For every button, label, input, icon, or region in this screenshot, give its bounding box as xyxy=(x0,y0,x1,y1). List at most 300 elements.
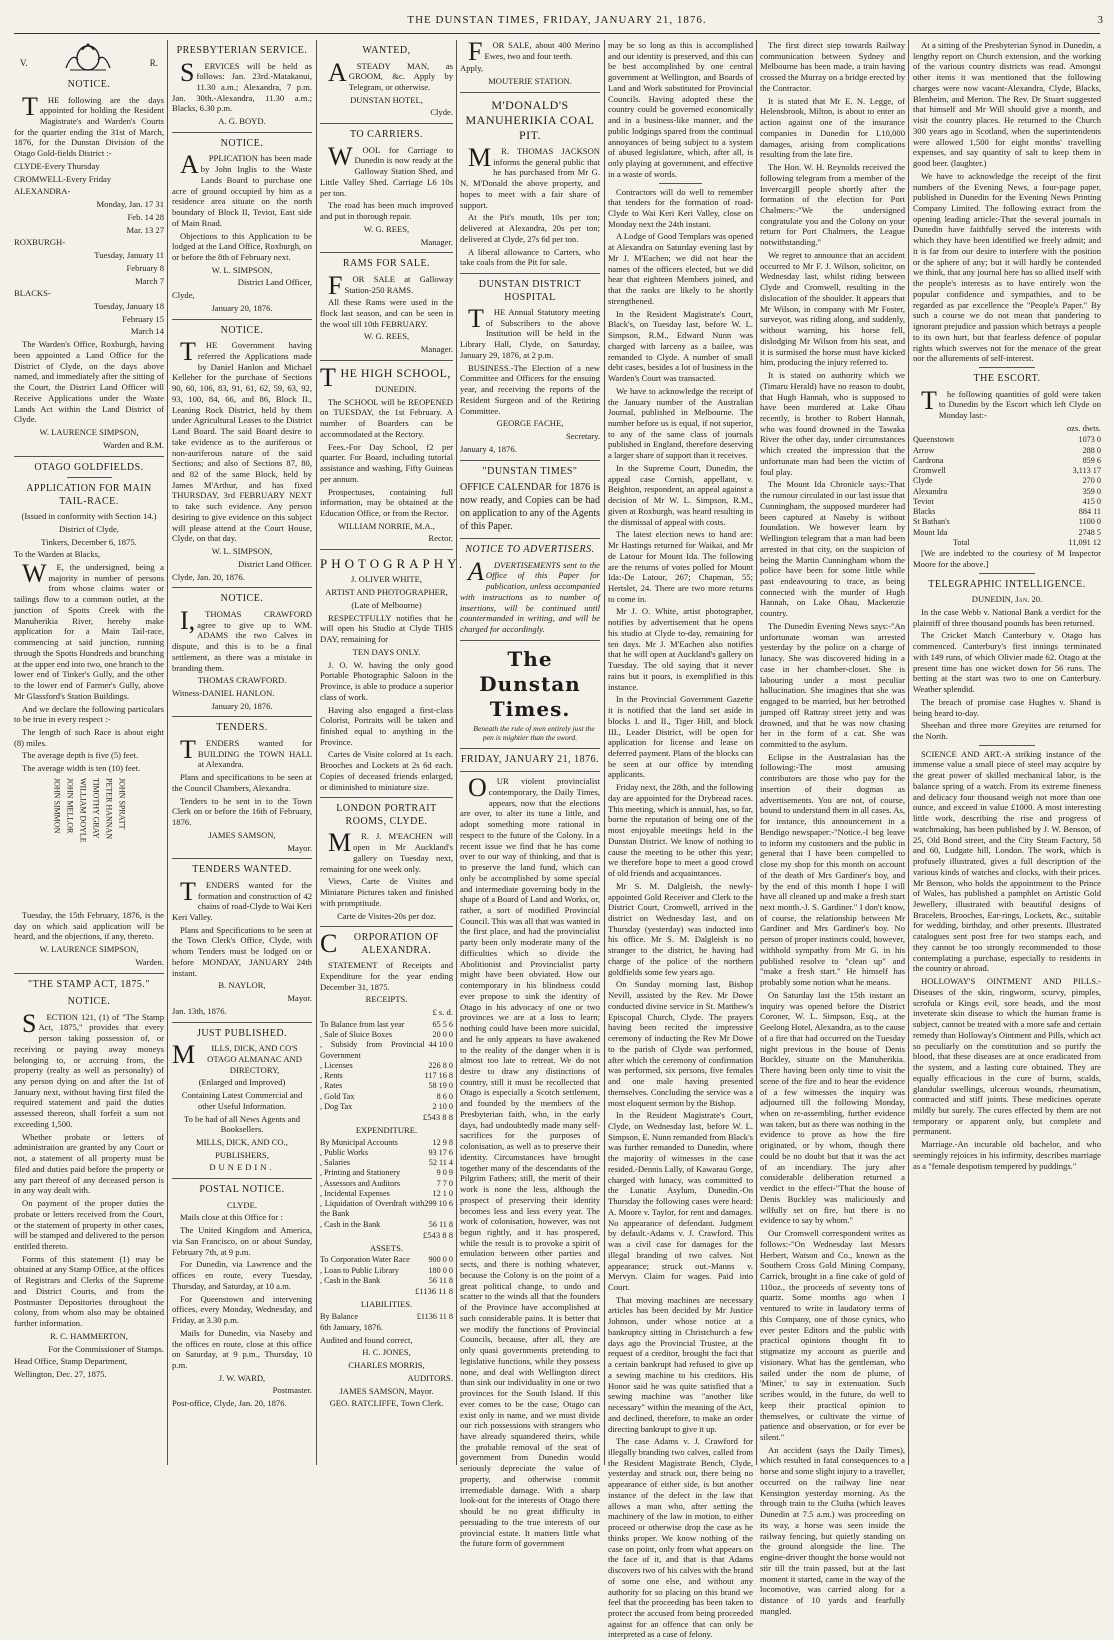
section-divider xyxy=(460,640,600,641)
stamp-for: For the Commissioner of Stamps. xyxy=(48,1343,164,1354)
receipt-row xyxy=(320,1102,453,1112)
rams-text: FOR SALE at Galloway Station-250 RAMS. xyxy=(328,270,453,300)
escort-row-label: Clyde xyxy=(913,476,933,486)
tailrace-body: WE, the undersigned, being a majority in number of persons from whose claims water or tailings flow to a common outlet, at the junction of Spotts Creek with the Manuherikia River, hereby make application for a Main Tail-race, commencing at said junction, running through the Spotts Hundreds and branching at the upper end into two, one branch to the lower end of Tinker's Gully, and the other to the lower end of Farmer's Gully, above Mr Glassford's Station Buildings. xyxy=(14,558,164,701)
almanac-contains: Containing Latest Commercial and other Useful Information. xyxy=(181,1090,303,1111)
royal-arms xyxy=(14,40,164,74)
page-number: 3 xyxy=(1097,14,1104,26)
editorial-date: FRIDAY, JANUARY 21, 1876. xyxy=(460,753,600,765)
cromwell-line: CROMWELL-Every Friday xyxy=(14,173,112,184)
expenditure-row-label: , Printing and Stationery xyxy=(320,1168,401,1178)
portrait-rooms-heading: LONDON PORTRAIT ROOMS, CLYDE. xyxy=(336,803,437,827)
notice-signature: W. L. SIMPSON, xyxy=(211,546,273,557)
auditor-name: CHARLES MORRIS, xyxy=(348,1360,425,1371)
expenditure-row-label: , Incidental Expenses xyxy=(320,1188,390,1198)
news-item: We have to acknowledge the receipt of the January number of the Australian Journal, published in Melbourne. The number before us is equal, if not superior, to any of the same class of journals published in England, therefore deserving a larger share of support than it receives. xyxy=(608,385,753,461)
short-divider xyxy=(979,573,1035,574)
section-divider xyxy=(320,926,453,927)
notice-heading: NOTICE. xyxy=(220,137,264,149)
section-divider xyxy=(460,460,600,461)
hearing-title: Warden. xyxy=(135,956,164,967)
expenditure-heading: EXPENDITURE. xyxy=(355,1124,418,1135)
for-sale-apply: Apply, xyxy=(460,63,484,74)
science-art-item: SCIENCE AND ART.-A striking instance of the immense value a small piece of steel may acquire by the great power of skilled mechanical labor, is the balance spring of a watch. From its extreme fineness and delicacy four thousand weigh not more than one ounce, and exceed in value £1000. A most interesting little work, describing the rise and progress of watchmaking, has been published by J. W. Benson, of 25, Old Bond street, and the City Steam Factory, 58 and 60, Ludgate hill, London. The work, which is profusely illustrated, gives a full description of the various kinds of watches and clocks, with their prices. Mr Benson, who holds the appointment to the Prince of Wales, has published a pamphlet on Artistic Gold Jewellery, illustrated with beautiful designs of Bracelets, Brooches, Ear-rings, Lockets, &c., suitable for wedding, birthday, and other presents. Illustrated catalogues sent post free for two stamps each, and they cannot be too strongly recommended to those contemplating a purchase, especially to residents in the country or abroad. xyxy=(913,748,1101,974)
expenditure-row-label: By Municipal Accounts xyxy=(320,1137,398,1147)
notice-office: District Land Officer. xyxy=(237,558,312,569)
escort-row-label: Arrow xyxy=(913,445,935,455)
carriers-heading: TO CARRIERS. xyxy=(349,129,424,141)
news-item: Friday next, the 28th, and the following day are appointed for the Drybread races. This meeting, which is annual, has, so far, borne the reputation of being one of the most enjoyable meetings held in the Dunstan District. We know of nothing to cause the meeting to be other this year; we therefore hope to meet a good crowd of old friends and acquaintances. xyxy=(608,782,753,879)
asset-row-label: To Corporation Water Race xyxy=(320,1255,410,1265)
signature-name: JOHN MELLOR xyxy=(65,777,75,834)
masthead-rule xyxy=(14,33,1100,34)
expenditure-row xyxy=(320,1158,453,1168)
stamp-notice-heading: NOTICE. xyxy=(67,996,111,1008)
corporation-statement: STATEMENT of Receipts and Expenditure for the year ending December 31, 1875. xyxy=(320,960,453,992)
alexandra-date: Mar. 13 27 xyxy=(126,224,164,235)
expenditure-row-value: 52 11 4 xyxy=(428,1158,453,1168)
receipt-row xyxy=(320,1081,453,1091)
expenditure-row xyxy=(320,1138,453,1148)
escort-intro: The following quantities of gold were taken to Dunedin by the Escort which left Clyde on Monday last:- xyxy=(921,385,1101,420)
telegraphic-item: In the case Webb v. National Bank a verdict for the plaintiff of three thousand pounds has been returned. xyxy=(913,606,1101,628)
news-item: A Lodge of Good Templars was opened at Alexandra on Saturday evening last by Mr J. M'Eachen; we did not hear the names of the officers elected, but we did hear that eighteen Members joined, and that the ranks are likely to be shortly strengthened. xyxy=(608,231,753,306)
roxburgh-line: ROXBURGH- xyxy=(14,237,66,248)
warden-title: Warden and R.M. xyxy=(103,439,164,450)
tenders-signature: B. NAYLOR, xyxy=(218,980,266,991)
liability-row xyxy=(320,1312,453,1322)
section-divider xyxy=(320,797,453,798)
stamp-office: Head Office, Stamp Department, xyxy=(14,1356,128,1367)
photographer-role: ARTIST AND PHOTOGRAPHER, xyxy=(325,587,448,598)
high-school-text: Fees.-For Day School, f2 per quarter. For Board, including tutorial assistance and washing, Fifty Guineas per annum. xyxy=(320,441,453,484)
court-days-text: THE following are the days appointed for holding the Resident Magistrate's and Warden's Courts for the quarter ending the 31st of March, 1876, for the Dunstan Division of the Otago Gold-fields District :- xyxy=(14,91,164,159)
news-item: Mr S. M. Dalgleish, the newly-appointed Gold Receiver and Clerk to the District Court, Cromwell, arrived in the district on Wednesday last, and on Thursday (yesterday) was inducted into his office. Mr S. M. Dalgleish is no stranger to the district, he having had charge of the police of the northern goldfields some few years ago. xyxy=(608,880,753,977)
presbyterian-signature: A. G. BOYD. xyxy=(218,116,266,127)
escort-row xyxy=(913,528,1101,538)
length-text: The length of such Race is about eight (8) miles. xyxy=(14,726,164,748)
stamp-date: Wellington, Dec. 27, 1875. xyxy=(14,1369,107,1380)
short-divider xyxy=(979,745,1035,746)
holloway-item: HOLLOWAY'S OINTMENT AND PILLS.-Diseases of the skin, ringworm, scurvy, pimples, scrofula or Kings evil, sore heads, and the most inveterate skin disease to which the human frame is subject, cannot be treated with a more safe and certain remedy than Holloway's Ointment and Pills, which act so peculiarly on the constitution and so purify the blood, that these diseases are at once eradicated from the system, and a lasting cure obtained. They are equally efficacious in the cure of burns, scalds, glandular swellings, ulcerous wounds, rheumatism, contracted and stiff joints. These medicines operate mildly but surely. The cures effected by them are not temporary or apparent only, but complete and permanent. xyxy=(913,976,1101,1137)
section-divider xyxy=(14,973,164,974)
column-rule xyxy=(908,40,909,1465)
column-3 xyxy=(320,40,467,1470)
signature-name: TIMOTHY GRAY xyxy=(91,777,101,839)
asset-row xyxy=(320,1276,453,1286)
news-item: It is stated on authority which we (Timaru Herald) have no reason to doubt, that Hugh Hannah, who is supposed to have been murdered at Lake Ohau recently, is brother to Robert Hannah, who was found drowned in the Tawaka River the other day, under circumstances which created the impression that the unfortunate man had been the victim of foul play. xyxy=(760,370,905,477)
tailrace-subtitle: (Issued in conformity with Section 14.) xyxy=(21,511,157,522)
escort-total-row xyxy=(913,538,1101,548)
paper-motto: Beneath the rule of men entirely just the pen is mightier than the sword. xyxy=(473,723,595,743)
postal-title: Postmaster. xyxy=(272,1385,312,1396)
notice-date: Clyde, Jan. 20, 1876. xyxy=(172,571,245,582)
asset-row-value: 180 0 0 xyxy=(428,1265,453,1275)
notice-text: Objections to this Application to be lodged at the Land Office, Roxburgh, on or before the 8th of February next. xyxy=(172,230,312,263)
auditors-label: AUDITORS. xyxy=(407,1372,453,1383)
tenders-date: Jan. 13th, 1876. xyxy=(172,1005,227,1016)
notice-text: THE Government having referred the Applications made by Daniel Hanlon and Michael Kelleher for the purchase of Sections 90, 60, 106, 83, 91, 61, 62, 59, 63, 92, 93, 100, 84, 66, and 86, Block II., Leaning Rock District, held by them under Agricultural Leases to the District Land Board. The said Board desire to take evidence as to the auriferous or non-auriferous nature of the said Sections; and also of Sections 87, 80, and 82 of the same Block, held by James M'Arthur, and has fixed THURSDAY, 3rd FEBRUARY NEXT to take such evidence. Any person desiring to give evidence on this subject will please attend at the Court House, Clyde, on that day. xyxy=(172,337,312,544)
signature-name: PETER HANNAN xyxy=(104,777,114,840)
hospital-title: Secretary. xyxy=(565,431,600,442)
news-item: The Dunedin Evening News says:-"An unfortunate woman was arrested yesterday by the police on a charge of lunacy. She was discovered hiding in a case in her chamber-closet. She is labouring under a most peculiar hallucination. She imagines that she was engaged to be married, but her betrothed jumped off Rattray street jetty and was drowned, and that he was now chasing her in the form of a cat. She was committed to the asylum. xyxy=(760,620,905,749)
currency-header: £ s. d. xyxy=(432,1007,453,1018)
news-item: On Saturday last the 15th instant an inquiry was opened before the District Coroner, W. L. Simpson, Esq., at the Geelong Hotel, Alexandra, as to the cause of a fire that had occurred on the Tuesday night previous in the house of Denis Buckley, situate on the Manuherikia. There having been only time to visit the scene of the fire and to hear the evidence of a few witnesses the inquiry was adjourned till the following Monday, when on re-assembling, further evidence was taken, but as there was nothing in the evidence to prove as how the fire originated, or by whom, though there could be no doubt but that it was the act of an incendiary. The jury after considerable deliberation returned a verdict to the effect-"That the house of Denis Buckley was maliciously and wilfully set on fire, but there is no evidence to say by whom." xyxy=(760,989,905,1226)
expenditure-row xyxy=(320,1148,453,1158)
receipts-total: £543 8 8 xyxy=(422,1112,453,1123)
wanted-firm: DUNSTAN HOTEL, xyxy=(350,94,423,105)
carriers-title: Manager. xyxy=(420,236,453,247)
news-item: In the Provincial Government Gazette it is notified that the land set aside in blocks I. and II., Tiger Hill, and block III., Leader District, will be open for application for license and lease on deferred payment. Plans of the blocks can be seen at our office by intending applicants. xyxy=(608,694,753,780)
coal-pit-heading: M'DONALD'S MANUHERIKIA COAL PIT. xyxy=(465,97,595,142)
escort-row-value: 1073 0 xyxy=(1078,435,1101,445)
receipt-row-label: , Sale of Sluice Boxes xyxy=(320,1030,393,1040)
calendar-heading: "DUNSTAN TIMES" xyxy=(482,465,578,477)
postal-text: For Queenstown and intervening offices, every Monday, Wednesday, and Friday, at 3.30 p.m. xyxy=(172,1293,312,1326)
stamp-text: SECTION 121, (1) of "The Stamp Act, 1875," provides that every person taking possession of, or receiving or paying away moneys belonging to, or accruing from, the property (realty as well as personalty) of any person dying on and after the 1st of January next, without having first filed the required statement and paid the duties assessed thereon, shall forfeit a sum not exceeding 1,500. xyxy=(14,1008,164,1129)
receipt-row-value: 20 0 0 xyxy=(432,1030,453,1040)
expenditure-row-value: 7 7 0 xyxy=(436,1178,453,1188)
masthead xyxy=(0,14,1114,30)
news-item: The Hon. W. H. Reynolds received the following telegram from a member of the Invercargill people shortly after the formation of the election for Port Chalmers:-"We the undersigned congratulate you and the Colony on your return for Port Chalmers, the League notwithstanding." xyxy=(760,162,905,248)
column-rule xyxy=(456,40,457,1465)
asset-row-value: 56 11 8 xyxy=(428,1275,453,1285)
tenders-text: Plans and Specifications to be seen at the Town Clerk's Office, Clyde, with whom Tenders must be lodged on or before MONDAY, JANUARY 24th instant. xyxy=(172,924,312,978)
corporation-heading: CORPORATION OF ALEXANDRA. xyxy=(320,929,439,959)
rams-heading: RAMS FOR SALE. xyxy=(342,258,431,270)
wanted-heading: WANTED, xyxy=(362,45,411,56)
escort-row xyxy=(913,487,1101,497)
almanac-publishers: PUBLISHERS, xyxy=(215,1149,269,1160)
receipts-table xyxy=(320,1020,453,1112)
section-divider xyxy=(172,132,312,133)
receipt-row-label: , Licenses xyxy=(320,1060,353,1070)
rams-title: Manager. xyxy=(420,344,453,355)
stamp-text: On payment of the proper duties the probate or letters received from the Court, or the statement of property in other cases, will be stamped and delivered to the person entitled thereto. xyxy=(14,1198,164,1252)
expenditure-row xyxy=(320,1179,453,1189)
signature-name: JOHN SPRATT xyxy=(117,777,127,830)
section-divider xyxy=(320,360,453,361)
postal-text: Mails for Dunedin, via Naseby and the offices en route, close at this office on Saturday, at 9 p.m., Thursday, 10 p.m. xyxy=(172,1327,312,1370)
alexandra-date: Feb. 14 28 xyxy=(127,211,164,222)
signatures-block xyxy=(14,778,164,906)
portrait-rooms-text: MR. J. M'EACHEN will open in Mr Auckland's gallery on Tuesday next, remaining for one week only. xyxy=(320,828,453,874)
expenditure-total: £543 8 8 xyxy=(422,1229,453,1240)
escort-total-label: Total xyxy=(953,537,970,547)
tenders-signature: JAMES SAMSON, xyxy=(208,829,276,840)
receipts-heading: RECEIPTS. xyxy=(365,994,408,1005)
blacks-date: February 15 xyxy=(122,313,164,324)
receipt-row xyxy=(320,1020,453,1030)
liabilities-heading: LIABILITIES. xyxy=(360,1298,413,1309)
expenditure-row-value: 12 1 0 xyxy=(432,1188,453,1198)
receipt-row-value: 117 16 8 xyxy=(424,1071,453,1081)
masthead-title: THE DUNSTAN TIMES, FRIDAY, JANUARY 21, 1876. xyxy=(407,14,707,26)
expenditure-row-label: , Salaries xyxy=(320,1158,351,1168)
expenditure-row-value: 93 17 6 xyxy=(428,1147,453,1157)
assets-table xyxy=(320,1255,453,1286)
telegraphic-item: The Cricket Match Canterbury v. Otago has commenced. Canterbury's first innings terminated with 149 runs, of which Olivier made 62. Otago at the present time has one wicket down for 56 runs. The betting at the start was two to one on Canterbury. Weather splendid. xyxy=(913,630,1101,695)
rams-text: All these Rams were used in the flock last season, and can be seen in the wool till 10th FEBRUARY. xyxy=(320,297,453,329)
corporation-clerk: GEO. RATCLIFFE, Town Clerk. xyxy=(329,1398,444,1409)
notice-heading: NOTICE. xyxy=(220,324,264,336)
escort-row-value: 270 0 xyxy=(1082,476,1101,486)
tenders-text: TENDERS wanted for BUILDING the TOWN HALL at Alexandra. xyxy=(180,734,312,770)
news-item: Mr J. O. White, artist photographer, notifies by advertisement that he opens his studio at Clyde to-day, remaining for ten days. Mr J. M'Eachen also notifies that he will open at Auckland's gallery on Tuesday. The old saying that it never rains but it pours, is exemplified in this instance. xyxy=(608,606,753,692)
escort-row xyxy=(913,507,1101,517)
stamp-text: Whether probate or letters of administration are granted by any Court or not, a statement of all property must be filed and duties paid before the property or any part thereof of any deceased person is in any way dealt with. xyxy=(14,1131,164,1196)
warden-signature: W. LAURENCE SIMPSON, xyxy=(39,427,139,438)
escort-row xyxy=(913,476,1101,486)
almanac-available: To be had of all News Agents and Booksellers. xyxy=(183,1113,301,1135)
postal-place: CLYDE. xyxy=(227,1199,257,1210)
signature-name: WILLIAM DOYLE xyxy=(78,777,88,843)
tenders-heading: TENDERS. xyxy=(216,722,268,734)
expenditure-row-value: 9 0 9 xyxy=(436,1168,453,1178)
section-divider xyxy=(460,538,600,539)
column-rule xyxy=(316,40,317,1465)
escort-row-value: 859 6 xyxy=(1082,455,1101,465)
roxburgh-date: March 7 xyxy=(135,275,164,286)
escort-row-value: 1100 0 xyxy=(1078,517,1101,527)
corporation-date: 6th January, 1876. xyxy=(320,1321,383,1332)
hospital-text: BUSINESS.-The Election of a new Committee and Officers for the ensuing year, and receiving the reports of the Resident Surgeon and of the Retiring Committee. xyxy=(460,362,600,416)
news-item: In the Resident Magistrate's Court, Black's, on Tuesday last, before W. L. Simpson, R.M., Edward Nunn was charged with larceny as a bailee, was remanded to Clyde. A number of small debt cases, besides a lot of business in the Warden's Court was transacted. xyxy=(608,308,753,384)
tenders-text: Plans and specifications to be seen at the Council Chambers, Alexandra. xyxy=(172,772,312,793)
short-divider xyxy=(659,183,703,184)
section-divider xyxy=(172,1022,312,1023)
expenditure-row xyxy=(320,1220,453,1230)
carriers-signature: W. G. REES, xyxy=(363,223,410,234)
postal-text: Mails close at this Office for : xyxy=(180,1212,283,1223)
expenditure-row-label: , Public Works xyxy=(320,1147,369,1157)
district-line: District of Clyde, xyxy=(59,523,119,534)
column-1 xyxy=(14,40,164,1470)
high-school-city: DUNEDIN. xyxy=(375,383,417,394)
almanac-firm: MILLS, DICK, AND CO., xyxy=(196,1136,288,1147)
section-divider xyxy=(14,456,164,457)
escort-row xyxy=(913,435,1101,445)
wanted-text: ASTEADY MAN, as GROOM, &c. Apply by Telegram, or otherwise. xyxy=(328,57,453,92)
expenditure-row xyxy=(320,1199,453,1220)
stamp-text: Forms of this statement (1) may be obtained at any Stamp Office, at the offices of Registrars and Clerks of the Supreme and District Courts, and from the Postmaster Depositories throughout the colony, from whom also may be obtained further information. xyxy=(14,1253,164,1329)
receipt-row xyxy=(320,1092,453,1102)
section-divider xyxy=(172,858,312,859)
receipt-row-value: 58 19 0 xyxy=(428,1081,453,1091)
expenditure-row-label: , Cash in the Bank xyxy=(320,1219,381,1229)
expenditure-table xyxy=(320,1138,453,1230)
assets-total: £1136 11 8 xyxy=(414,1286,453,1297)
tenders-text: Tenders to be sent in to the Town Clerk on or before the 16th of February, 1876. xyxy=(172,795,312,828)
receipt-row-label: , Rents xyxy=(320,1071,343,1081)
declare-text: And we declare the following particulars to be true in every respect :- xyxy=(14,703,164,725)
escort-row-value: 2748 5 xyxy=(1078,527,1101,537)
almanac-city: DUNEDIN. xyxy=(209,1162,275,1173)
corporation-mayor: JAMES SAMSON, Mayor. xyxy=(339,1385,434,1396)
news-item: Contractors will do well to remember that tenders for the formation of road-Clyde to Wai Keri Keri Valley, close on Monday next the 24th instant. xyxy=(608,186,753,229)
auditor-name: H. C. JONES, xyxy=(362,1347,411,1358)
for-sale-firm: MOUTERIE STATION. xyxy=(488,76,572,87)
assets-heading: ASSETS. xyxy=(369,1242,404,1253)
high-school-signature: WILLIAM NORRIE, M.A., xyxy=(338,520,435,531)
alexandra-date: Monday, Jan. 17 31 xyxy=(96,199,164,210)
section-divider xyxy=(460,273,600,274)
news-item: We have to acknowledge the receipt of the first numbers of the Evening News, a four-page paper, published in Dunedin for the Evening News Printing Company Limited. The following extract from the opening leading article:-That the several journals in Dunedin have faithfully served the interests with which they have been identified we freely admit; and it is far from our desire to interfere with the position or the sphere of any; but it will hardly be contended we think, that any journal here has so allied itself with the people's interests as to have entirely won the popular confidence and sympathies, and to be regarded as par excellence the "People's Paper." By such a course we do not mean that pandering to ignorant prejudice and passion which betrays a people to its own hurt, but that fearless defence of popular rights which swerves not for the menace of the great nor the allurements of self-interest. xyxy=(913,170,1101,364)
royal-letter-v: V. xyxy=(20,58,28,68)
carriers-text: WOOL for Carriage to Dunedin is now ready at the Galloway Station Shed, and Little Valley Shed. Carriage L6 10s per ton. xyxy=(320,141,453,198)
receipt-row-label: , Dog Tax xyxy=(320,1101,353,1111)
advertisers-text: ADVERTISEMENTS sent to the Office of this Paper for publication, unless accompanied with instructions as to number of insertions, will be continued until countermanded in writing, and will be charged for accordingly. xyxy=(460,556,600,634)
section-divider xyxy=(320,549,453,550)
corporation-audited: Audited and found correct, xyxy=(320,1334,413,1345)
receipt-row-value: 2 10 0 xyxy=(432,1101,453,1111)
escort-row xyxy=(913,517,1101,527)
notice-heading: NOTICE. xyxy=(220,593,264,605)
notice-date: January 20, 1876. xyxy=(211,700,273,711)
escort-row xyxy=(913,456,1101,466)
section-divider xyxy=(172,587,312,588)
escort-total-value: 11,091 12 xyxy=(1068,537,1101,547)
news-item: Our Cromwell correspondent writes as follows:-"On Wednesday last Messrs Herbert, Watson and Co., known as the Southern Cross Gold Mining Company, Carrick, brought in a fine cake of gold of 110oz., the proceeds of seventy tons of quartz. Some months ago when I ventured to write in laudatory terms of this Company, one of those cynics, who ever pester Editors and the public with practical opinions thought fit to stigmatize my account as puerile and visionary. What has the gentleman, who sailed under the nom de plume, of 'Miner,' to say in extenuation. Such scribes would, in the future, do well to keep their practical opinion to themselves, or cultivate the virtue of patience and observation, or for ever be silent." xyxy=(760,1228,905,1442)
news-item: The Mount Ida Chronicle says:-That the rumour circulated in our last issue that Cunningham, the supposed murderer had been captured at Naseby is without foundation. We however learn by Wellington telegram that a man had been arrested in that city, on the suspicion of being the Martin Cunningham whom the police have been for some little while past endeavouring to trace, as being connected with the murder of Hugh Hannah, on Lake Ohau, Mackenzie country. xyxy=(760,479,905,619)
receipt-row xyxy=(320,1061,453,1071)
liability-row-label: By Balance xyxy=(320,1311,358,1321)
news-item: On Sunday morning last, Bishop Nevill, assisted by the Rev. Mr Dowe conducted divine service in St. Matthew's Episcopal Church, Clyde. The prayers having been recited the impressive ceremony of inducting the Rev Mr Dowe to the parish of Clyde was performed, after which the ceremony of confirmation was performed, six persons, five females and one male having presented themselves. Concluding the service was a most eloquent sermon by the Bishop. xyxy=(608,979,753,1108)
news-item: The latest election news to hand are: Mr Hastings returned for Waikai, and Mr de Latour for Mount Ida. The following are the returns of votes polled for Mount Ida:-De Latour, 267; Chapman, 55; Hertslet, 24. There are two more returns to come in. xyxy=(608,529,753,604)
receipt-row xyxy=(320,1040,453,1061)
royal-letter-r: R. xyxy=(149,58,158,68)
portrait-rooms-text: Views, Carte de Visites and Miniature Pictures taken and finished with promptitude. xyxy=(320,876,453,908)
tenders-wanted-heading: TENDERS WANTED. xyxy=(192,864,292,876)
escort-row-label: St Bathan's xyxy=(913,517,950,527)
goldfields-heading: OTAGO GOLDFIELDS. xyxy=(34,461,144,473)
news-item: The first direct step towards Railway communication between Sydney and Melbourne has been made, a train having crossed the Murray on a bridge erected by the Contractor. xyxy=(760,40,905,93)
escort-row-label: Blacks xyxy=(913,507,936,517)
notice-signature: W. L. SIMPSON, xyxy=(211,264,273,275)
presbyterian-text: SERVICES will be held as follows: Jan. 23rd.-Matakanui, 11.30 a.m.; Alexandra, 7 p.m. Jan. 30th.-Alexandra, 11.30 a.m.; Blacks, 6.30 p.m. xyxy=(172,57,312,114)
coal-pit-text: MR. THOMAS JACKSON informs the general public that he has purchased from Mr G. N. M'Donald the above property, and hopes to meet with a fair share of support. xyxy=(460,142,600,210)
hospital-date: January 4, 1876. xyxy=(460,443,517,454)
tailrace-heading: APPLICATION FOR MAIN TAIL-RACE. xyxy=(26,483,152,507)
coal-pit-text: At the Pit's mouth, 10s per ton; delivered at Alexandra, 20s per ton; delivered at Clyde, 27s 6d per ton. xyxy=(460,212,600,244)
photography-text: Having also engaged a first-class Colorist, Portraits will be taken and finished equal to anything in the Province. xyxy=(320,704,453,747)
expenditure-row-value: 12 9 8 xyxy=(432,1137,453,1147)
photographer-name: J. OLIVER WHITE, xyxy=(351,574,422,585)
high-school-text: The SCHOOL will be REOPENED on TUESDAY, the 1st February. A number of Boarders can be accommodated at the Rectory. xyxy=(320,396,453,439)
expenditure-row-value: 56 11 8 xyxy=(428,1219,453,1229)
receipt-row-label: , Rates xyxy=(320,1081,343,1091)
almanac-title: MILLS, DICK, AND CO'S OTAGO ALMANAC AND DIRECTORY, xyxy=(172,1040,302,1075)
postal-date: Post-office, Clyde, Jan. 20, 1876. xyxy=(172,1398,287,1409)
stamp-act-heading: "THE STAMP ACT, 1875." xyxy=(28,978,150,990)
high-school-title: Rector. xyxy=(428,533,453,544)
roxburgh-date: February 8 xyxy=(126,262,164,273)
hearing-text: Tuesday, the 15th February, 1876, is the day on which said application will be heard, and the objections, if any, thereto. xyxy=(14,909,164,942)
short-divider xyxy=(67,477,112,478)
receipt-row-value: 65 5 6 xyxy=(432,1019,453,1029)
escort-row-value: 359 0 xyxy=(1082,486,1101,496)
escort-units: ozs. dwts. xyxy=(1066,422,1101,433)
notice-office: District Land Officer, xyxy=(237,277,312,288)
marriage-item: Marriage.-An incurable old bachelor, and who seemingly rejoices in his infirmity, describes marriage as a "female despotism tempered by puddings." xyxy=(913,1139,1101,1171)
photography-heading: PHOTOGRAPHY. xyxy=(320,556,467,572)
clyde-line: CLYDE-Every Thursday xyxy=(14,160,100,171)
postal-text: The United Kingdom and America, via San Francisco, on or about Sunday, February 7th, at 9 p.m. xyxy=(172,1225,312,1257)
section-divider xyxy=(460,92,600,93)
editorial-text: may be so long as this is accomplished and our identity is preserved, and this can be best accomplished by one central government at Wellington, and Boards of Land and Work substituted for Provincial Councils. Having adopted these the country could be governed economically and in a business-like manner, and the public lodgings spared from the continual annoyances of being subject to a system of abused legislature, which, after all, is only playing at government, and effective in a waste of words. xyxy=(608,40,753,179)
hospital-text: THE Annual Statutory meeting of Subscribers to the above Institution will be held in the Library Hall, Clyde, on Saturday, January 29, 1876, at 2 p.m. xyxy=(460,304,600,360)
telegraphic-item: Sheehan and three more Greyites are returned for the North. xyxy=(913,720,1101,741)
expenditure-row xyxy=(320,1168,453,1178)
expenditure-row xyxy=(320,1189,453,1199)
section-divider xyxy=(172,1178,312,1179)
news-item: The case Adams v. J. Crawford for illegally branding two calves, called from the Resident Magistrate Bench, Clyde, yesterday and struck out, there being no appearance of either side, is but another instance of the defect in the law that allows a man who, after setting the machinery of the law in motion, to either proceed or otherwise drop the case as he thinks proper. We know nothing of the case on point, only from what appears on the face of it, and that is that Adams discovers two of his calves with the brand of some one else, and without any authority for so placing on this brand we feel that the proceeding has been taken to protect the accused from being proceeded against for an offence that can only be interpreted as a case of felony. xyxy=(608,1436,753,1640)
tenders-mayor: Mayor. xyxy=(287,842,312,853)
hearing-signature: W. LAURENCE SIMPSON, xyxy=(39,944,139,955)
warden-office-text: The Warden's Office, Roxburgh, having been appointed a Land Office for the District of Clyde, on the days above named, and immediately after the sitting of the Court, the District Land Officer will Receive Applications under the Waste Lands Act within the Land District of Clyde. xyxy=(14,339,164,425)
signature-name: JOHN SIMMON xyxy=(52,777,62,834)
crest-icon xyxy=(58,40,118,72)
column-7 xyxy=(913,40,1101,1470)
to-warden: To the Warden at Blacks, xyxy=(14,549,101,560)
news-item: Eclipse in the Australasian has the following:-The most amusing contributors are those who pay for the insertion of their dogmas as advertisements. You are not, of course, bound to understand them in all cases. As, for instance, this announcement in a Bendigo newspaper:-"Notice.-I beg leave to inform my customers and the public in general that I have been compelled to close my shop for this month on account of the death of Mrs Gardiner's boy, and by the end of this month I hope I will have all cleaned up and make a fresh start next month.-J. S. Gardiner." I don't know, of course, the relationship between Mr Gardiner and Mrs Gardiner's boy. No person of proper instincts could, however, withhold sympathy from Mr G. in his published resolve to "clean up" and "make a fresh start." He himself has probably some notion what he means. xyxy=(760,751,905,988)
high-school-heading: THE HIGH SCHOOL, xyxy=(320,362,451,392)
escort-row-label: Mount Ida xyxy=(913,527,948,537)
notice-text: APPLICATION has been made by John Inglis to the Waste Lands Board to purchase one acre of ground occupied by him as a residence area situate on the north boundary of Block II, Teviot, East side of Main Road. xyxy=(172,150,312,228)
carriers-text: The road has been much improved and put in thorough repair. xyxy=(320,200,453,222)
roxburgh-date: Tuesday, January 11 xyxy=(94,250,164,261)
receipt-row-label: , Gold Tax xyxy=(320,1091,355,1101)
alexandra-line: ALEXANDRA- xyxy=(14,186,71,197)
section-divider xyxy=(460,771,600,772)
editorial-text: OUR violent provincialist contemporary, the Daily Times, appears, now that the elections are over, to alter its tune a little, and adopt something more rational in respect to the future of the Colony. In a recent issue we find that he has come over to our way of thinking, and that is to preserve the land fund, which can only be accomplished by some special and intermediate governing body in the shape of a Board of Land and Works, or, rather, a sort of modified Provincial Council. This was all that was wanted in the first place, and had the provincialist party been only moderate many of the difficulties which so divide the Abolitionist and Provincialist party might have been obviated. How our contemporary in his blindness could ever propose to sink the identity of Otago in his advocacy of one or two provinces we are at a loss to learn; nothing could have been more suicidal, and he only appears to have awakened to the reality of the danger when it is almost too late to retreat. We do not desire to draw any distinctions of country, still it must be recollected that Otago is especially a Scotch settlement, and founded by the members of the Presbyterian faith, who, in the early days, had undoubtedly made many self-sacrifices for the purposes of colonisation, as well as to preserve their identity. Circumstances have brought together many of the descendants of the Pilgrim Fathers; still, the merit of their work is none the less, although the prospect of preserving their identity becomes less and less every year. The work of colonisation, however, was not begun rightly, and it has prospered, while the result is to provoke a spirit of emulation between other parties and sects, and there is nothing whatever, because the Colony is on the point of a great political change, to undo and scatter to the winds all that the founders of the Province have accomplished at such considerable pains. It is better that we modify the functions of Provincial Councils, because, after all, they are only quasi governments pretending to legislative functions, while they possess none, and deal with Wellington direct than sink our individuality in one or two provinces for the South Island. If this ever comes to be the case, Otago can exist only in name, and we must divide our rich possessions with strangers who have already squandered theirs, while the probable removal of the seat of government from Dunedin would seriously depreciate the value of property, and otherwise commit irremediable damage. With a sharp look-out for the interests of Otago there should be no great difficulty in persuading to the true interests of our provincial estate. It matters little what the future form of government xyxy=(460,773,600,1549)
telegraphic-heading: TELEGRAPHIC INTELLIGENCE. xyxy=(928,578,1086,590)
almanac-sub: (Enlarged and Improved) xyxy=(198,1077,286,1088)
escort-row-label: Queenstown xyxy=(913,435,954,445)
notice-date: January 20, 1876. xyxy=(211,302,273,313)
receipt-row-label: To Balance from last year xyxy=(320,1019,405,1029)
liability-row-value: £1136 11 8 xyxy=(416,1311,453,1321)
column-6 xyxy=(760,40,905,1616)
asset-row-label: , Loan to Public Library xyxy=(320,1265,399,1275)
receipt-row-value: 226 8 0 xyxy=(428,1060,453,1070)
notice-place: Clyde, xyxy=(172,290,195,301)
news-item: An accident (says the Daily Times), which resulted in fatal consequences to a horse and some slight injury to a traveller, occurred on the railway line near Kensington yesterday morning. As the through train to the Clutha (which leaves Dunedin at 7.5 a.m.) was proceeding on its way, a horse was seen inside the railway fencing, but quietly standing on the ground alongside the line. The engine-driver thought the horse would not stir till the train passed, but at the last moment it started, came in the way of the locomotive, was carried along for a distance of 10 yards and fearfully mangled. xyxy=(760,1444,905,1616)
column-5 xyxy=(608,40,753,1640)
asset-row-value: 900 0 0 xyxy=(428,1255,453,1265)
news-item: In the Resident Magistrate's Court, Clyde, on Wednesday last, before W. L. Simpson, E. Nunn remanded from Black's was further remanded to Dunedin, where the majority of witnesses in the case resided.-Dennis Lally, of Kawarau Gorge, charged with lunacy, was committed to the Lunatic Asylum, Dunedin.-On Thursday the following cases were heard: A. Moore v. Taylor, for rent and damages. No appearance of defendant. Judgment by default.-Adams v. J. Crawford. This was a civil case for damages for the illegal branding of two calves. Not appearance; struck out.-Manns v. Mervyn. Claim for wages. Paid into Court. xyxy=(608,1110,753,1292)
receipt-row-value: 8 6 0 xyxy=(436,1091,453,1101)
news-item: It is stated that Mr E. N. Legge, of Helensbrook, Milton, is about to enter an action against one of the insurance companies in Dunedin for L10,000 damages, arising from complications resulting from the late fire. xyxy=(760,95,905,160)
escort-row-label: Cromwell xyxy=(913,466,946,476)
rams-signature: W. G. REES, xyxy=(363,331,410,342)
just-published-heading: JUST PUBLISHED. xyxy=(196,1027,288,1039)
depth-text: The average depth is five (5) feet. xyxy=(22,750,139,761)
news-item: We regret to announce that an accident occurred to Mr F. J. Wilson, solicitor, on Wednesday last, whilst riding between Clyde and Cromwell, resulting in the dislocation of the shoulder. It appears that Mr Wilson, in company with Mr Foster, surveyor, was riding along, and suddenly, without warning, his horse fell, dislodging Mr Wilson from his seat, and it is surmised the horse must have kicked him, producing the injury referred to. xyxy=(760,249,905,368)
expenditure-row-label: , Assessors and Auditors xyxy=(320,1178,401,1188)
receipt-row-value: 44 10 0 xyxy=(428,1040,453,1050)
escort-row-value: 415 0 xyxy=(1082,496,1101,506)
high-school-text: Prospectuses, containing full information, may be obtained at the Education Office, or from the Rector. xyxy=(320,486,453,518)
notice-text: I,THOMAS CRAWFORD agree to give up to WM. ADAMS the two Calves in dispute, and this is to be a final settlement, as there was a mistake in branding them. xyxy=(172,605,312,673)
escort-row xyxy=(913,497,1101,507)
postal-signature: J. W. WARD, xyxy=(218,1372,266,1383)
short-divider xyxy=(979,367,1035,368)
section-divider xyxy=(320,123,453,124)
wanted-place: Clyde. xyxy=(430,107,453,118)
hospital-heading: DUNSTAN DISTRICT HOSPITAL xyxy=(478,279,582,303)
blacks-line: BLACKS- xyxy=(14,288,51,299)
